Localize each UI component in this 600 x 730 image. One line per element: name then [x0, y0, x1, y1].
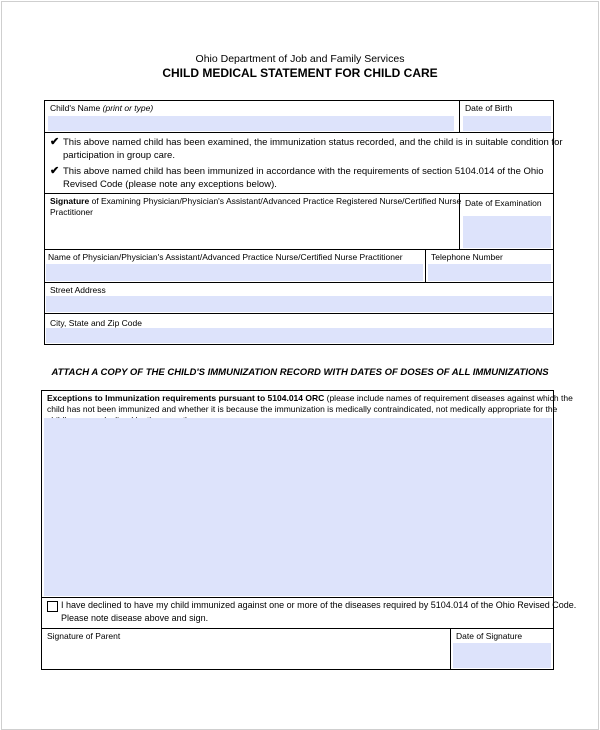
- date-of-birth-field[interactable]: [463, 116, 551, 131]
- declined-line-1: I have declined to have my child immunized against one or more of the diseases required by 5104.014 of the Ohio Revised Code.: [61, 600, 577, 610]
- parent-signature-label: Signature of Parent: [47, 631, 121, 641]
- child-name-label: [50, 103, 153, 114]
- statement-1: [63, 136, 563, 162]
- child-name-field[interactable]: [48, 116, 454, 131]
- exceptions-label-rest: (please include names of requirement diseases against which the: [324, 393, 573, 403]
- exceptions-label-line-2: child has not been immunized and whether it is because the immunization is medically contraindicated, not medically appropriate for the: [47, 404, 558, 414]
- telephone-field[interactable]: [428, 264, 551, 281]
- child-name-label-main: Child's Name: [50, 103, 103, 113]
- date-of-examination-label: Date of Examination: [465, 198, 542, 208]
- physician-name-field[interactable]: [46, 264, 423, 281]
- divider: [44, 193, 554, 194]
- child-name-label-note: (print or type): [102, 103, 154, 113]
- exceptions-field[interactable]: [44, 418, 552, 596]
- signature-label-rest: of Examining Physician/Physician's Assistant/Advanced Practice Registered Nurse/Certified Nurse: [89, 196, 462, 206]
- declined-immunization-checkbox[interactable]: [47, 601, 58, 612]
- declined-line-2: Please note disease above and sign.: [61, 613, 209, 623]
- divider: [450, 628, 451, 670]
- divider: [44, 282, 554, 283]
- statement-2: [63, 165, 544, 191]
- street-address-field[interactable]: [46, 296, 552, 312]
- divider: [44, 132, 554, 133]
- statement-2-line-1: This above named child has been immunized in accordance with the requirements of section 5104.014 of the Ohio: [63, 166, 544, 177]
- attach-record-notice: ATTACH A COPY OF THE CHILD'S IMMUNIZATION RECORD WITH DATES OF DOSES OF ALL IMMUNIZATIONS: [51, 367, 549, 378]
- divider: [44, 313, 554, 314]
- divider: [44, 249, 554, 250]
- date-of-examination-field[interactable]: [463, 216, 551, 248]
- city-state-zip-field[interactable]: [46, 328, 552, 343]
- form-title: CHILD MEDICAL STATEMENT FOR CHILD CARE: [162, 66, 438, 80]
- signature-label-line-2: Practitioner: [50, 207, 93, 217]
- signature-label-bold: Signature: [50, 196, 90, 206]
- statement-1-line-2: participation in group care.: [63, 150, 175, 161]
- divider: [41, 628, 554, 629]
- city-state-zip-label: City, State and Zip Code: [50, 318, 142, 328]
- divider: [459, 100, 460, 133]
- agency-name: Ohio Department of Job and Family Services: [195, 53, 405, 65]
- physician-name-label: Name of Physician/Physician's Assistant/Advanced Practice Nurse/Certified Nurse Practitioner: [48, 252, 403, 262]
- street-address-label: Street Address: [50, 285, 106, 295]
- exceptions-label-bold: Exceptions to Immunization requirements pursuant to 5104.014 ORC: [47, 393, 325, 403]
- statement-1-line-1: This above named child has been examined, the immunization status recorded, and the child is in suitable condition for: [63, 137, 563, 148]
- statement-2-line-2: Revised Code (please note any exceptions below).: [63, 179, 277, 190]
- declined-statement: [61, 599, 576, 625]
- date-of-signature-field[interactable]: [453, 643, 551, 668]
- telephone-label: Telephone Number: [431, 252, 503, 262]
- date-of-birth-label: Date of Birth: [465, 103, 513, 113]
- check-mark-icon: ✔: [50, 136, 60, 148]
- date-of-signature-label: Date of Signature: [456, 631, 523, 641]
- divider: [425, 249, 426, 282]
- divider: [41, 597, 554, 598]
- physician-signature-label: [50, 196, 461, 218]
- check-mark-icon: ✔: [50, 165, 60, 177]
